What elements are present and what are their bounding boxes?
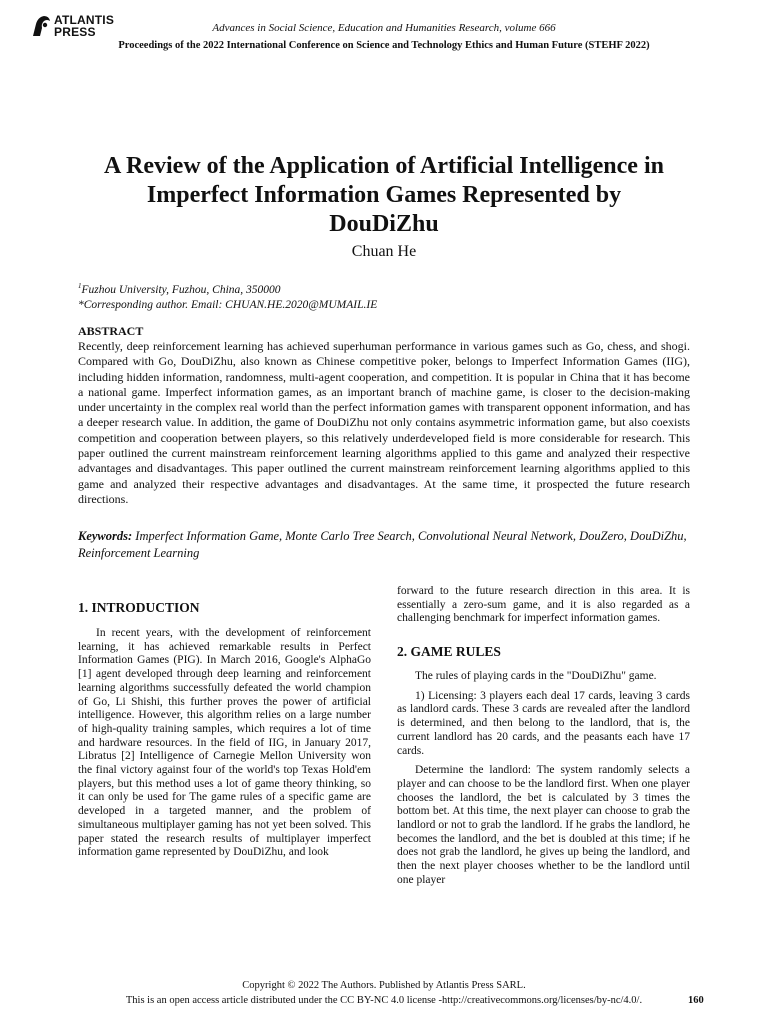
series-title: Advances in Social Science, Education and Humanities Research, volume 666 (212, 22, 556, 34)
copyright-line: Copyright © 2022 The Authors. Published by Atlantis Press SARL. (242, 980, 526, 991)
introduction-continued (397, 585, 690, 632)
logo-text-line1: ATLANTIS (54, 13, 115, 27)
section-game-rules-title: 2. GAME RULES (397, 644, 501, 659)
introduction-body (78, 627, 371, 866)
corresponding-author: *Corresponding author. Email: CHUAN.HE.2020@MUMAIL.IE (78, 298, 378, 311)
abstract-heading: ABSTRACT (78, 324, 144, 338)
keywords-label: Keywords: (78, 529, 133, 543)
logo-text-line2: PRESS (54, 25, 96, 39)
affiliation-block (78, 279, 678, 313)
title-line-3: DouDiZhu (329, 211, 439, 237)
keywords-list: Imperfect Information Game, Monte Carlo Tree Search, Convolutional Neural Network, DouZero, DouDiZhu, Reinforcement Learning (78, 529, 687, 560)
title-line-1: A Review of the Application of Artificial Intelligence in (104, 153, 664, 179)
introduction-continued-paragraph: forward to the future research direction in this area. It is essentially a zero-sum game, and it is also regarded as a challenging benchmark for imperfect information games. (397, 585, 690, 625)
license-line: This is an open access article distributed under the CC BY-NC 4.0 license -http://creativecommons.org/licenses/by-nc/4.0/. (125, 995, 643, 1006)
page-number: 160 (688, 995, 704, 1006)
rules-paragraph-1: The rules of playing cards in the "DouDiZhu" game. (415, 670, 657, 682)
abstract-body: Recently, deep reinforcement learning has achieved superhuman performance in various games such as Go, chess, and shogi. Compared with Go, DouDiZhu, also known as Chinese competitive poker, belongs to Imperfect Information Games (IIG), including hidden information, randomness, multi-agent cooperation, and competition. It is popular in China that it has become a national game. Imperfect information games, as an important branch of machine game, is closer to the decision-making under uncertainty in the complex real world than the perfect information games with transparent opponent information, and has a deeper research value. In addition, the game of DouDiZhu not only contains asymmetric information game, but also coexists competition and cooperation between players, so this relatively underdeveloped field is more considerable for research. This paper outlined the current mainstream reinforcement learning algorithms applied to this game and analyzed their respective advantages and disadvantages. This paper outlined the current mainstream reinforcement learning algorithms applied to this game and analyzed their respective advantages and disadvantages. At the same time, it prospected the future research directions. (78, 339, 690, 506)
section-introduction-title: 1. INTRODUCTION (78, 600, 200, 615)
introduction-paragraph: In recent years, with the development of reinforcement learning, it has achieved remarkable results in Perfect Information Games (PIG). In March 2016, Google's AlphaGo [1] agent developed through deep learning and reinforcement learning algorithms successfully defeated the world champion of Go, Li Shishi, this further proves the power of artificial intelligence. However, this algorithm relies on a large number of high-quality training samples, which requires a lot of time and hardware resources. In the field of IIG, in January 2017, Libratus [2] Intelligence of Carnegie Mellon University won the final victory against four of the world's top Texas Hold'em players, but this method uses a lot of game theory thinking, so it can only be used for The game rules of a specific game are developed in a targeted manner, and the problem of simultaneous multiplayer gaming has not yet been solved. This paper stated the research results of multiplayer imperfect information game represented by DouDiZhu, and look (78, 627, 371, 859)
author-name: Chuan He (351, 243, 417, 260)
affiliation: Fuzhou University, Fuzhou, China, 350000 (81, 283, 281, 296)
rules-paragraph-2: 1) Licensing: 3 players each deal 17 cards, leaving 3 cards as landlord cards. These 3 cards are revealed after the landlord is determined, and then belong to the landlord, that is, the current landlord has 20 cards, and the peasants each have 17 cards. (397, 689, 690, 757)
rules-paragraph-3: Determine the landlord: The system randomly selects a player and can choose to be the landlord first. When one player chooses the landlord, the bet is calculated by 3 times the bottom bet. At this time, the next player can choose to grab the landlord or not to grab the landlord. If he grabs the landlord, he becomes the landlord, and the bet is doubled at this time; if he does not grab the landlord, he gives up being the landlord, and then the next player chooses whether to be the landlord until one player (397, 764, 690, 886)
affiliation-marker: 1 (78, 282, 82, 290)
paper-title (40, 152, 728, 239)
keywords (78, 528, 690, 561)
title-line-2: Imperfect Information Games Represented by (146, 182, 622, 208)
game-rules-body (397, 670, 690, 894)
proceedings-title: Proceedings of the 2022 International Conference on Science and Technology Ethics and Human Future (STEHF 2022) (118, 40, 650, 51)
